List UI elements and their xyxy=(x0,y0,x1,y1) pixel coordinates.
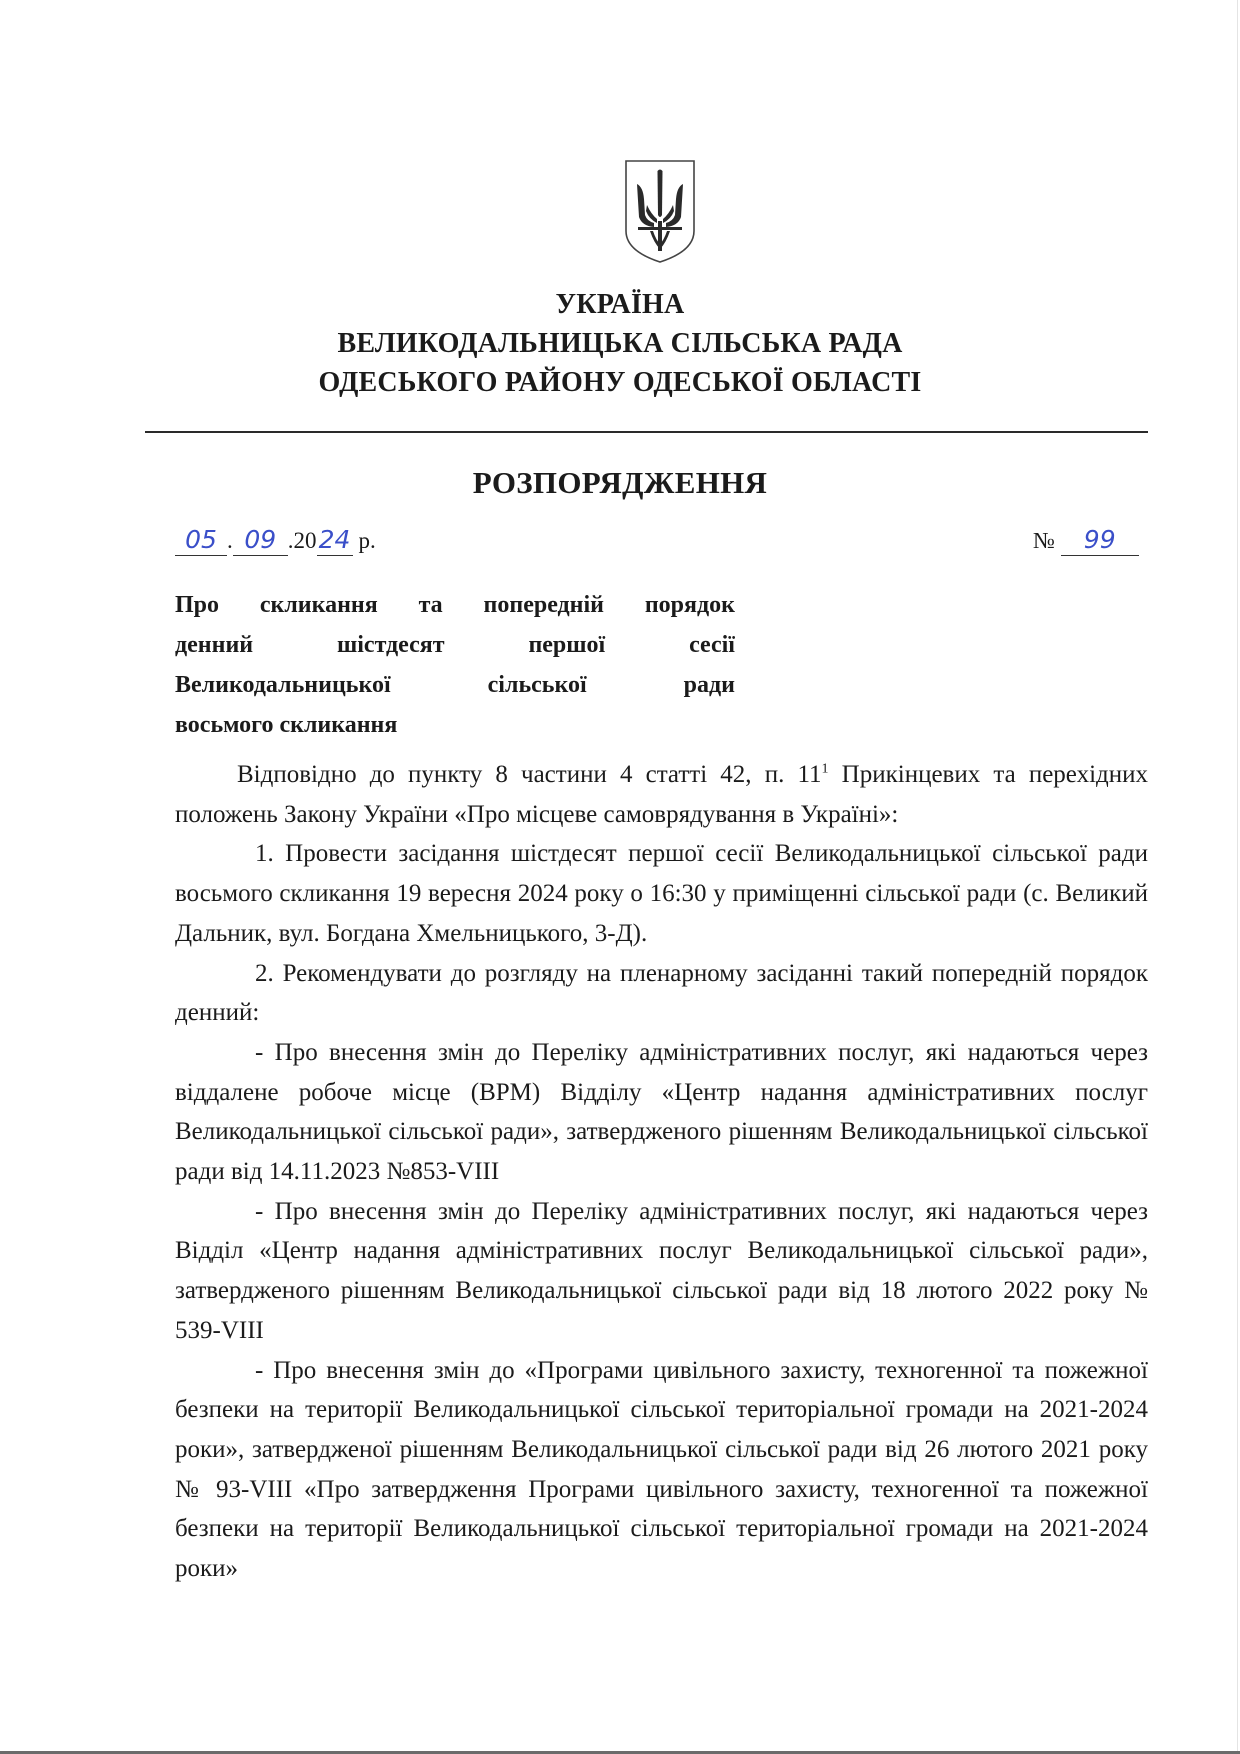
document-body xyxy=(175,755,1148,1589)
date-suffix: р. xyxy=(358,528,376,553)
subject-line xyxy=(175,625,735,665)
agenda-item: - Про внесення змін до Переліку адміністративних послуг, які надаються через віддалене робоче місце (ВРМ) Відділу «Центр надання адміністративних послуг Великодальницької сільської ради», затвердженого рішенням Великодальницької сільської ради від 14.11.2023 №853-VIII xyxy=(175,1038,1148,1186)
preamble-text: Прикінцевих та перехідних положень Закону України «Про місцеве самоврядування в Україні»: xyxy=(175,761,1148,828)
subject-word: порядок xyxy=(644,592,735,618)
agenda-item: - Про внесення змін до Переліку адміністративних послуг, які надаються через Відділ «Центр надання адміністративних послуг Великодальницької сільської ради», затвердженого рішенням Великодальницької сільської ради від 18 лютого 2022 року № 539-VIII xyxy=(175,1197,1148,1344)
subject-word: ради xyxy=(683,672,735,698)
subject-line xyxy=(175,705,735,745)
subject-word: сільської xyxy=(487,672,587,698)
coat-of-arms-trident-icon xyxy=(624,159,696,264)
subject-word: денний xyxy=(175,632,254,658)
agenda-item: - Про внесення змін до «Програми цивільного захисту, техногенної та пожежної безпеки на території Великодальницької сільської територіальної громади на 2021-2024 роки», затвердженої рішенням Великодальницької сільської ради від 26 лютого 2021 року № 93-VIII «Про затвердження Програми цивільного захисту, техногенної та пожежної безпеки на території Великодальницької сільської територіальної громади на 2021-2024 роки» xyxy=(175,1356,1148,1583)
superscript: 1 xyxy=(821,761,829,777)
scan-edge-right xyxy=(1237,0,1238,1754)
date-separator: . xyxy=(287,528,294,553)
document-number xyxy=(1033,525,1139,561)
number-label: № xyxy=(1033,528,1055,553)
subject-word: попередній xyxy=(483,592,604,618)
subject-line xyxy=(175,585,735,625)
subject-word: шістдесят xyxy=(336,632,445,658)
subject-word: та xyxy=(418,592,443,618)
date-separator: . xyxy=(227,528,233,553)
subject-word: восьмого скликання xyxy=(175,712,398,738)
region-heading: ОДЕСЬКОГО РАЙОНУ ОДЕСЬКОЇ ОБЛАСТІ xyxy=(318,367,922,398)
document-subject xyxy=(175,585,735,745)
date-day-handwritten: 05 xyxy=(175,525,227,556)
date-year-prefix: 20 xyxy=(293,528,317,553)
country-heading: УКРАЇНА xyxy=(555,289,685,320)
subject-word: сесії xyxy=(689,632,735,658)
subject-word: Про xyxy=(175,592,220,618)
number-handwritten: 99 xyxy=(1061,525,1139,556)
subject-word: Великодальницької xyxy=(175,672,391,698)
subject-word: скликання xyxy=(259,592,378,618)
date-month-handwritten: 09 xyxy=(233,525,288,556)
document-date xyxy=(175,525,376,561)
point-2-paragraph: 2. Рекомендувати до розгляду на пленарному засіданні такий попередній порядок денний: xyxy=(175,959,1148,1027)
point-1-paragraph: 1. Провести засідання шістдесят першої сесії Великодальницької сільської ради восьмого скликання 19 вересня 2024 року о 16:30 у приміщенні сільської ради (с. Великий Дальник, вул. Богдана Хмельницького, 3-Д). xyxy=(175,840,1148,947)
council-heading: ВЕЛИКОДАЛЬНИЦЬКА СІЛЬСЬКА РАДА xyxy=(337,328,903,359)
date-year-handwritten: 24 xyxy=(317,525,353,556)
preamble-paragraph xyxy=(175,755,1148,834)
preamble-text: Відповідно до пункту 8 частини 4 статті 42, п. 11 xyxy=(237,761,822,788)
document-type-title: РОЗПОРЯДЖЕННЯ xyxy=(472,465,768,500)
header-divider xyxy=(145,431,1148,433)
subject-line xyxy=(175,665,735,705)
subject-word: першої xyxy=(528,632,606,658)
